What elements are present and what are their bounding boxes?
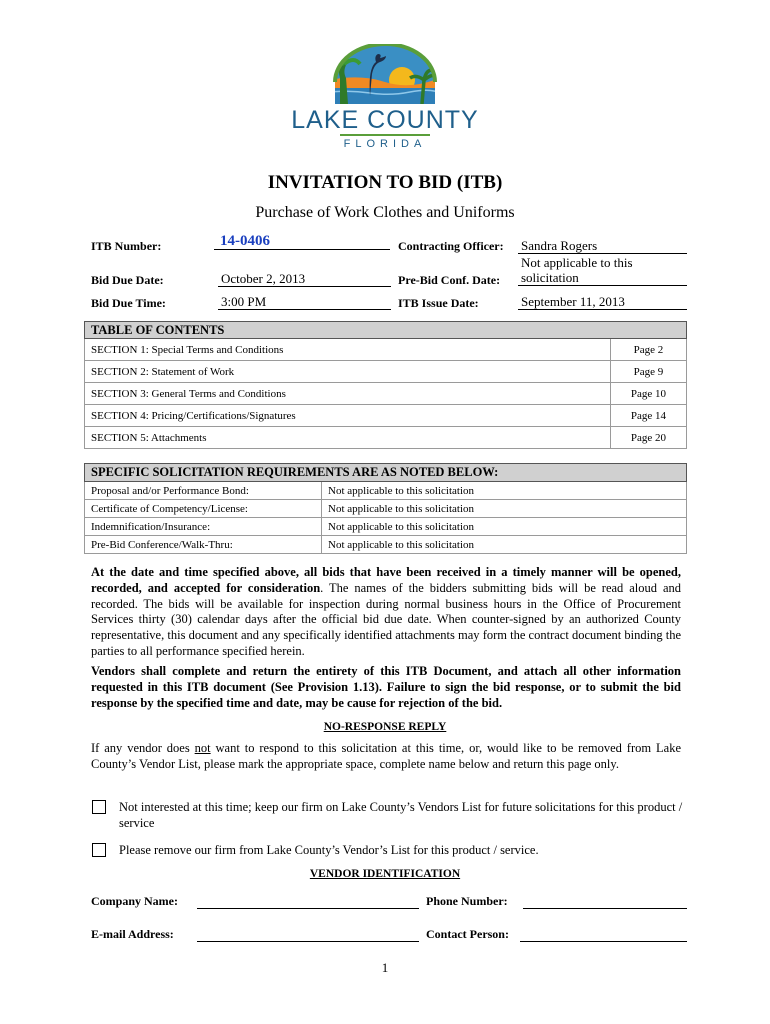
no-response-not: not bbox=[194, 741, 211, 755]
toc-section: SECTION 4: Pricing/Certifications/Signatures bbox=[85, 405, 611, 427]
toc-page: Page 14 bbox=[611, 405, 687, 427]
table-row bbox=[85, 500, 687, 518]
prebid-conf-date-label: Pre-Bid Conf. Date: bbox=[398, 273, 501, 287]
requirement-value: Not applicable to this solicitation bbox=[322, 518, 687, 536]
table-row bbox=[85, 427, 687, 449]
remove-firm-checkbox[interactable] bbox=[92, 843, 106, 857]
requirement-value: Not applicable to this solicitation bbox=[322, 536, 687, 554]
table-row bbox=[85, 482, 687, 500]
toc-page: Page 10 bbox=[611, 383, 687, 405]
itb-issue-date-value: September 11, 2013 bbox=[518, 294, 687, 310]
requirement-value: Not applicable to this solicitation bbox=[322, 500, 687, 518]
company-name-label: Company Name: bbox=[91, 894, 178, 908]
itb-number-value: 14-0406 bbox=[214, 234, 390, 250]
prebid-conf-date-line2: solicitation bbox=[518, 270, 687, 286]
logo-divider bbox=[340, 134, 430, 136]
document-title: INVITATION TO BID (ITB) bbox=[267, 172, 503, 193]
table-row bbox=[85, 405, 687, 427]
requirement-value: Not applicable to this solicitation bbox=[322, 482, 687, 500]
requirements-title: SPECIFIC SOLICITATION REQUIREMENTS ARE AS NOTED BELOW: bbox=[85, 464, 687, 482]
toc-section: SECTION 1: Special Terms and Conditions bbox=[85, 339, 611, 361]
itb-number-label: ITB Number: bbox=[91, 239, 162, 253]
bid-due-time-label: Bid Due Time: bbox=[91, 296, 166, 310]
bid-due-time-value: 3:00 PM bbox=[218, 294, 391, 310]
toc-section: SECTION 3: General Terms and Conditions bbox=[85, 383, 611, 405]
not-interested-option-text: Not interested at this time; keep our firm on Lake County’s Vendors List for future solicitations for this product / service bbox=[119, 800, 683, 830]
no-response-text-a: If any vendor does bbox=[91, 741, 195, 755]
phone-number-field[interactable] bbox=[523, 894, 687, 909]
solicitation-requirements-table bbox=[84, 463, 687, 554]
toc-title: TABLE OF CONTENTS bbox=[85, 322, 687, 339]
heron-sunset-seal-icon bbox=[330, 44, 440, 104]
email-address-label: E-mail Address: bbox=[91, 927, 174, 941]
table-of-contents bbox=[84, 321, 687, 449]
table-row bbox=[85, 383, 687, 405]
table-row bbox=[85, 518, 687, 536]
vendor-instructions-paragraph: Vendors shall complete and return the entirety of this ITB Document, and attach all other information requested in this ITB document (See Provision 1.13). Failure to sign the bid response, or to submit the bid response by the specified time and date, may be cause for rejection of the bid. bbox=[91, 664, 681, 710]
no-response-text-b: want to respond to this solicitation at this time, or, would like to be removed from Lake County’s Vendor List, please mark the appropriate space, complete name below and return this page only. bbox=[91, 741, 681, 771]
requirement-item: Pre-Bid Conference/Walk-Thru: bbox=[85, 536, 322, 554]
toc-section: SECTION 5: Attachments bbox=[85, 427, 611, 449]
document-subtitle: Purchase of Work Clothes and Uniforms bbox=[255, 204, 515, 221]
itb-issue-date-label: ITB Issue Date: bbox=[398, 296, 479, 310]
email-address-field[interactable] bbox=[197, 927, 419, 942]
logo-state-name: FLORIDA bbox=[343, 138, 427, 150]
logo-county-name: LAKE COUNTY bbox=[291, 106, 479, 134]
bid-due-date-value: October 2, 2013 bbox=[218, 271, 391, 287]
bid-due-date-label: Bid Due Date: bbox=[91, 273, 164, 287]
table-row bbox=[85, 339, 687, 361]
contracting-officer-value: Sandra Rogers bbox=[518, 238, 687, 254]
requirement-item: Proposal and/or Performance Bond: bbox=[85, 482, 322, 500]
not-interested-checkbox[interactable] bbox=[92, 800, 106, 814]
no-response-paragraph bbox=[91, 741, 681, 773]
bid-opening-paragraph bbox=[91, 565, 681, 660]
prebid-conf-date-line1: Not applicable to this bbox=[521, 255, 633, 270]
bid-opening-bold-text: At the date and time specified above, all bids that have been received in a timely manner will be opened, recorded, and accepted for consideration bbox=[91, 565, 681, 595]
table-row bbox=[85, 361, 687, 383]
contracting-officer-label: Contracting Officer: bbox=[398, 239, 504, 253]
toc-page: Page 20 bbox=[611, 427, 687, 449]
no-response-reply-heading: NO-RESPONSE REPLY bbox=[323, 721, 447, 733]
toc-page: Page 2 bbox=[611, 339, 687, 361]
page-number: 1 bbox=[381, 960, 389, 975]
bid-opening-text: . The names of the bidders submitting bids will be read aloud and recorded. The bids will be available for inspection during normal business hours in the Office of Procurement Services thirty (30) calendar days after the official bid due date. When counter-signed by an authorized County representative, this document and any specifically identified attachments may form the contract document binding the parties to all performance specified herein. bbox=[91, 580, 681, 658]
requirement-item: Certificate of Competency/License: bbox=[85, 500, 322, 518]
vendor-identification-heading: VENDOR IDENTIFICATION bbox=[309, 868, 461, 880]
requirement-item: Indemnification/Insurance: bbox=[85, 518, 322, 536]
toc-section: SECTION 2: Statement of Work bbox=[85, 361, 611, 383]
table-row bbox=[85, 536, 687, 554]
company-name-field[interactable] bbox=[197, 894, 419, 909]
phone-number-label: Phone Number: bbox=[426, 894, 508, 908]
toc-page: Page 9 bbox=[611, 361, 687, 383]
contact-person-field[interactable] bbox=[520, 927, 687, 942]
contact-person-label: Contact Person: bbox=[426, 927, 509, 941]
remove-firm-option-text: Please remove our firm from Lake County’s Vendor’s List for this product / service. bbox=[119, 843, 539, 857]
